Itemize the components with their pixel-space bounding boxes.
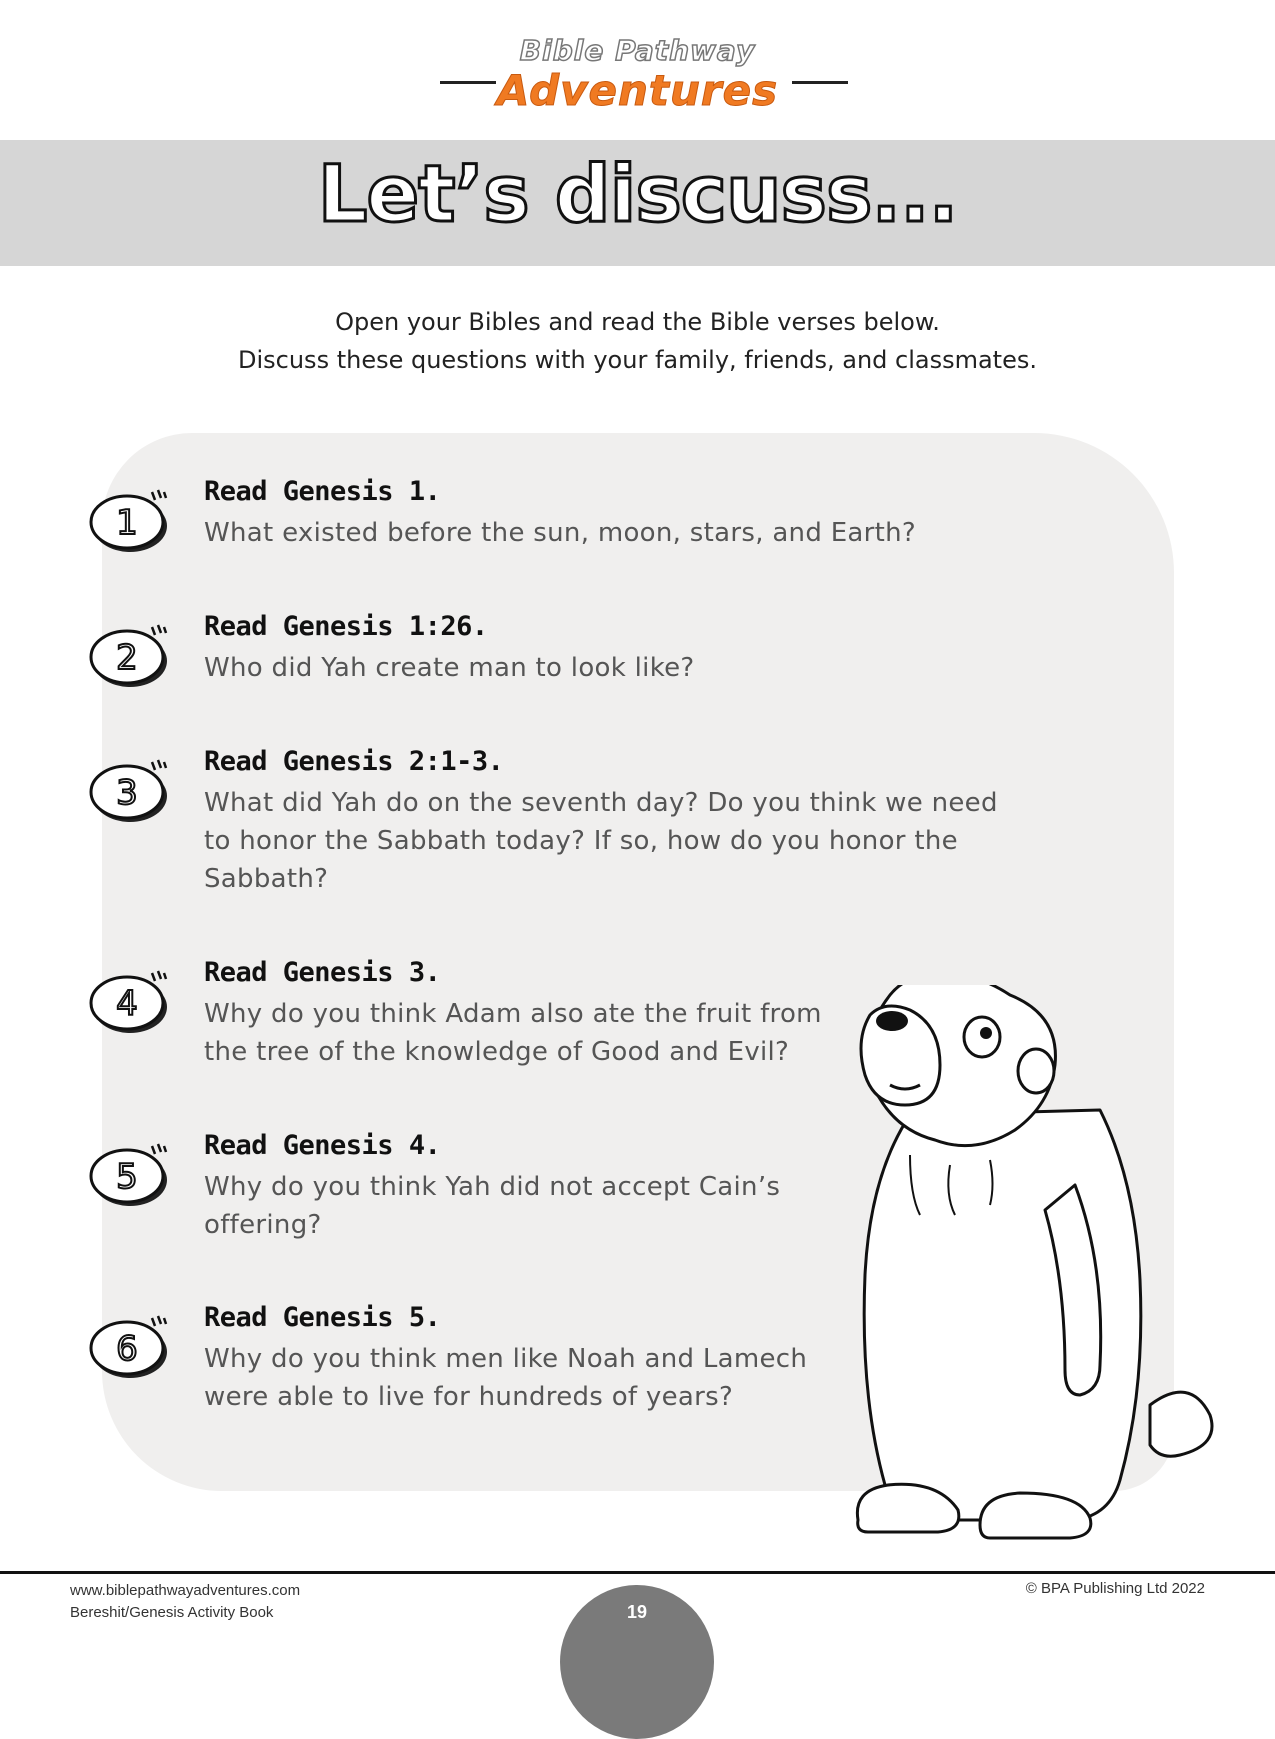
footer-book-title: Bereshit/Genesis Activity Book bbox=[70, 1604, 274, 1621]
logo-line-2: Adventures bbox=[496, 66, 779, 115]
intro-line-1: Open your Bibles and read the Bible verses below. bbox=[335, 308, 940, 336]
number-badge-icon bbox=[88, 617, 174, 691]
question-text bbox=[204, 514, 1064, 552]
badge-number: 5 bbox=[116, 1157, 138, 1197]
badge-number: 1 bbox=[116, 503, 138, 543]
page-title: Let’s discuss... bbox=[317, 150, 958, 240]
question-line: Why do you think Adam also ate the fruit from bbox=[204, 999, 822, 1029]
number-badge-icon bbox=[88, 752, 174, 826]
question-heading: Read Genesis 5. bbox=[204, 1302, 441, 1333]
question-heading: Read Genesis 1:26. bbox=[204, 611, 488, 642]
page-number: 19 bbox=[626, 1602, 648, 1622]
badge-number: 6 bbox=[116, 1329, 138, 1369]
question-line: offering? bbox=[204, 1210, 322, 1240]
question-line: to honor the Sabbath today? If so, how do you honor the bbox=[204, 826, 958, 856]
intro-text bbox=[0, 303, 1275, 379]
footer-rule bbox=[0, 1571, 1275, 1574]
number-badge-icon bbox=[88, 1308, 174, 1382]
logo-line-1: Bible Pathway bbox=[519, 34, 756, 67]
question-line: were able to live for hundreds of years? bbox=[204, 1382, 734, 1412]
footer-left bbox=[70, 1580, 300, 1624]
question-heading: Read Genesis 2:1-3. bbox=[204, 746, 504, 777]
badge-number: 3 bbox=[116, 773, 138, 813]
question-heading: Read Genesis 4. bbox=[204, 1130, 441, 1161]
question-text bbox=[204, 784, 1064, 898]
number-badge-icon bbox=[88, 1136, 174, 1210]
number-badge-icon bbox=[88, 963, 174, 1037]
question-line: Why do you think Yah did not accept Cain’s bbox=[204, 1172, 781, 1202]
question-heading: Read Genesis 3. bbox=[204, 957, 441, 988]
intro-line-2: Discuss these questions with your family, friends, and classmates. bbox=[238, 346, 1037, 374]
question-line: Sabbath? bbox=[204, 864, 329, 894]
bear-illustration bbox=[850, 985, 1230, 1545]
question-heading: Read Genesis 1. bbox=[204, 476, 441, 507]
badge-number: 2 bbox=[116, 638, 138, 678]
footer-copyright: © BPA Publishing Ltd 2022 bbox=[1025, 1580, 1205, 1597]
header bbox=[0, 0, 1275, 140]
badge-number: 4 bbox=[116, 984, 138, 1024]
footer-website-link[interactable]: www.biblepathwayadventures.com bbox=[70, 1582, 301, 1599]
question-text bbox=[204, 649, 1064, 687]
question-line: Who did Yah create man to look like? bbox=[204, 653, 695, 683]
question-line: What existed before the sun, moon, stars, and Earth? bbox=[204, 518, 917, 548]
question-line: the tree of the knowledge of Good and Evil? bbox=[204, 1037, 790, 1067]
question-line: What did Yah do on the seventh day? Do you think we need bbox=[204, 788, 998, 818]
number-badge-icon bbox=[88, 482, 174, 556]
question-line: Why do you think men like Noah and Lamech bbox=[204, 1344, 808, 1374]
